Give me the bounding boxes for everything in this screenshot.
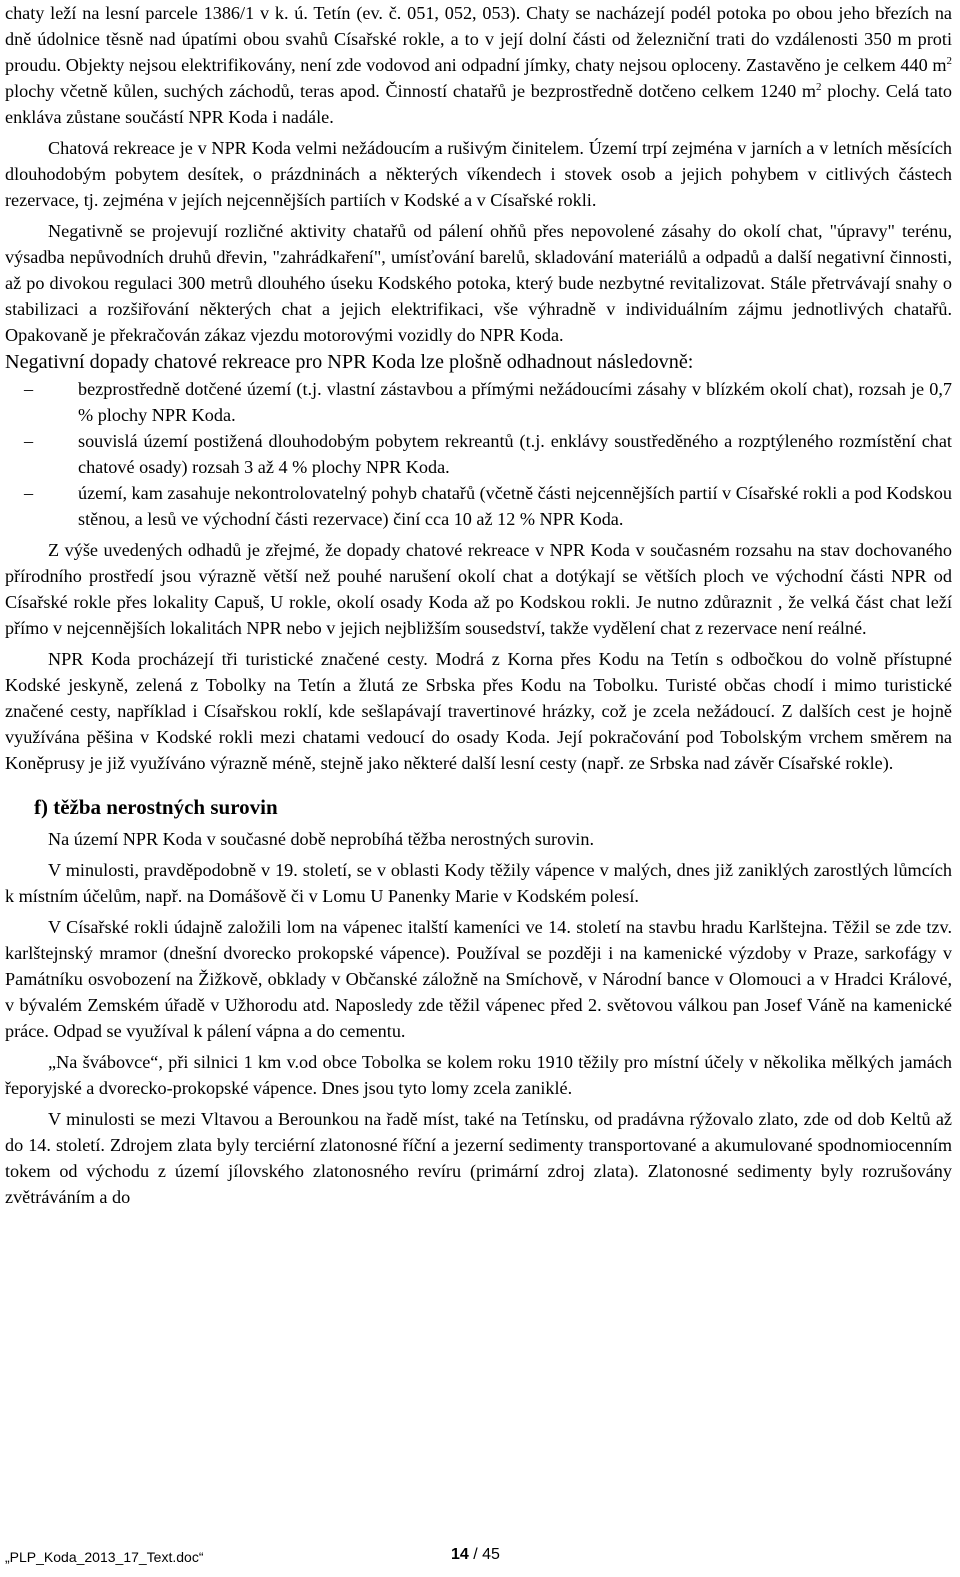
paragraph-odhad-dopadu: Z výše uvedených odhadů je zřejmé, že dopady chatové rekreace v NPR Koda v současném rozsahu na stav dochovaného přírodního prostředí jsou výrazně větší než pouhé narušení okolí chat a dotýkají se větších ploch ve východní části NPR od Císařské rokle přes lokality Capuš, U rokle, okolí osady Koda až po Kodskou rokli. Je nutno zdůraznit , že velká část chat leží přímo v nejcennějších lokalitách NPR nebo v jejich nejbližším sousedství, takže vydělení chat z rezervace není reálné.: [5, 540, 952, 638]
dash-bullet: –: [24, 483, 34, 503]
page-number: 14 / 45: [451, 1546, 500, 1563]
list-item: – území, kam zasahuje nekontrolovatelný pohyb chatařů (včetně části nejcennějších partií v Císařské rokli a pod Kodskou stěnou, a lesů ve východní části rezervace) činí cca 10 až 12 % NPR Koda.: [5, 480, 952, 532]
paragraph-turisticke-cesty: NPR Koda procházejí tři turistické značené cesty. Modrá z Korna přes Kodu na Tetín s odbočkou do volně přístupné Kodské jeskyně, zelená z Tobolky na Tetín a žlutá ze Srbska přes Kodu na Tobolku. Turisté občas chodí i mimo turistické značené cesty, například i Císařskou roklí, kde sešlapávají travertinové hrázky, což je zcela nežádoucí. Z dalších cest je hojně využívána pěšina v Kodské rokli mezi chatami vedoucí do osady Koda. Její pokračování pod Tobolským vrchem směrem na Koněprusy je již využíváno výrazně méně, stejně jako některé další lesní cesty (např. ze Srbska nad závěr Císařské rokle).: [5, 649, 952, 773]
dash-bullet: –: [24, 431, 34, 451]
footer-filename: „PLP_Koda_2013_17_Text.doc“: [5, 1549, 204, 1565]
paragraph-chatova-rekreace: Chatová rekreace je v NPR Koda velmi nežádoucím a rušivým činitelem. Území trpí zejména v jarních a v letních měsících dlouhodobým pobytem desítek, o prázdninách a některých víkendech i stovek osob a jejich pohybem v citlivých částech rezervace, tj. zejména v jejích nejcennějších partiích v Kodské a v Císařské rokli.: [5, 138, 952, 210]
section-heading: f) těžba nerostných surovin: [34, 795, 278, 819]
impact-list: [5, 376, 952, 532]
paragraph-tezba-minulost: V minulosti, pravděpodobně v 19. století, se v oblasti Kody těžily vápence v malých, dnes již zaniklých zarostlých lůmcích k místním účelům, např. na Domášově či v Lomu U Panenky Marie v Kodském polesí.: [5, 860, 952, 906]
dash-bullet: –: [24, 379, 34, 399]
total-pages: 45: [482, 1546, 500, 1563]
current-page: 14: [451, 1546, 469, 1563]
list-item: – bezprostředně dotčené území (t.j. vlastní zástavbou a přímými nežádoucími zásahy v blízkém okolí chat), rozsah je 0,7 % plochy NPR Koda.: [5, 376, 952, 428]
list-item: – souvislá území postižená dlouhodobým pobytem rekreantů (t.j. enklávy soustředěného a rozptýleného rozmístění chat chatové osady) rozsah 3 až 4 % plochy NPR Koda.: [5, 428, 952, 480]
paragraph-negativni-dopady-intro: Negativní dopady chatové rekreace pro NPR Koda lze plošně odhadnout následovně:: [5, 351, 694, 373]
document-page: [5, 0, 952, 1210]
paragraph-na-svabovce: „Na švábovce“, při silnici 1 km v.od obce Tobolka se kolem roku 1910 těžily pro místní účely v několika mělkých jamách řeporyjské a dvorecko-prokopské vápence. Dnes jsou tyto lomy zcela zaniklé.: [5, 1052, 952, 1098]
paragraph-negativni-aktivity: Negativně se projevují rozličné aktivity chatařů od pálení ohňů přes nepovolené zásahy do okolí chat, "úpravy" terénu, výsadba nepůvodních druhů dřevin, "zahrádkaření", umísťování barelů, skladování materiálů a odpadů a další negativní činnosti, až po divokou regulaci 300 metrů dlouhého úseku Kodského potoka, který bude nezbytné revitalizovat. Stále přetrvávají snahy o stabilizaci a rozšiřování některých chat a jejich elektrifikaci, vše výhradně v individuálním zájmu jednotlivých chatařů. Opakovaně je překračován zákaz vjezdu motorovými vozidly do NPR Koda.: [5, 221, 952, 345]
paragraph-tezba-dnes: Na území NPR Koda v současné době neprobíhá těžba nerostných surovin.: [48, 829, 594, 849]
paragraph-ryzovani-zlata: V minulosti se mezi Vltavou a Berounkou na řadě míst, také na Tetínsku, od pradávna rýžovalo zlato, zde od dob Keltů až do 14. století. Zdrojem zlata byly terciérní zlatonosné říční a jezerní sedimenty transportované a akumulované spodnomiocenním tokem od východu z území jílovského zlatonosného revíru (primární zdroj zlata). Zlatonosné sedimenty byly rozrušovány zvětráváním a do: [5, 1109, 952, 1207]
superscript-2: 2: [816, 80, 822, 93]
paragraph-cisarska-rokle-lom: V Císařské rokli údajně založili lom na vápenec italští kameníci ve 14. století na stavbu hradu Karlštejna. Těžil se zde tzv. karlštejnský mramor (dnešní dvorecko prokopské vápence). Používal se později i na kamenické výzdoby v Praze, sarkofágy v Památníku osvobození na Žižkově, obklady v Občanské záložně na Smíchově, v Národní bance v Olomouci a v Hradci Králové, v bývalém Zemském úřadě v Užhorodu atd. Naposledy zde těžil vápenec před 2. světovou válkou pan Josef Váně na kamenické práce. Odpad se využíval k pálení vápna a do cementu.: [5, 917, 952, 1041]
paragraph-chaty-location: chaty leží na lesní parcele 1386/1 v k. ú. Tetín (ev. č. 051, 052, 053). Chaty se nacházejí podél potoka po obou jeho březích na dně údolnice těsně nad úpatími obou svahů Císařské rokle, a to v její dolní části od železniční trati do vzdálenosti 350 m proti proudu. Objekty nejsou elektrifikovány, není zde vodovod ani odpadní jímky, chaty nejsou oploceny. Zastavěno je celkem 440 $m^2$ plochy včetně kůlen, suchých záchodů, teras apod. Činností chatařů je bezprostředně dotčeno celkem 1240 $m^2$ plochy. Celá tato enkláva zůstane součástí NPR Koda i nadále.: [5, 3, 952, 127]
superscript-2: 2: [946, 54, 952, 67]
